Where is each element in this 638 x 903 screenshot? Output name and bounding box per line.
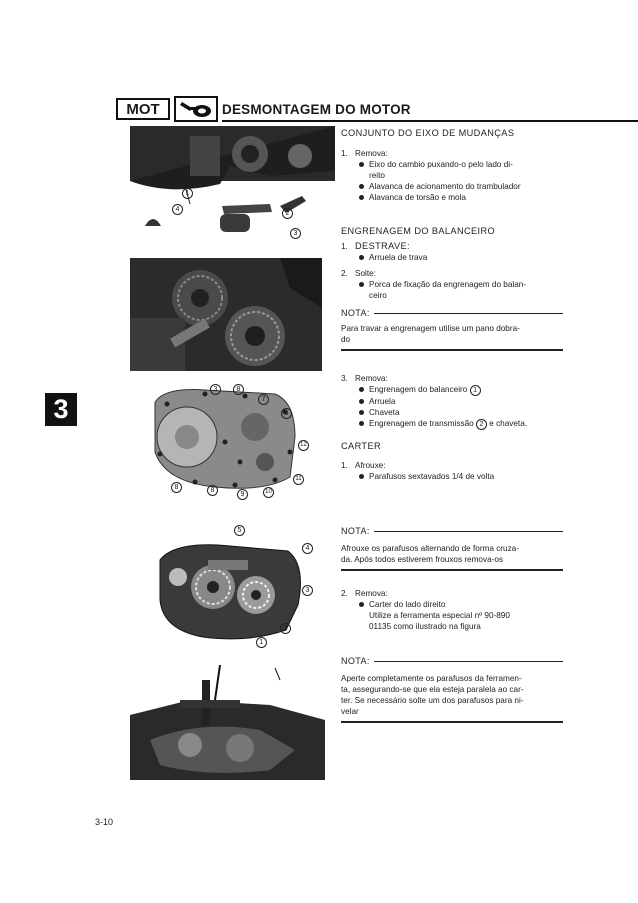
- note-rule: [374, 531, 563, 533]
- header-rule: [222, 120, 638, 122]
- bullet-text: Alavanca de acionamento do trambulador: [369, 182, 521, 191]
- ref-1: 1: [470, 385, 481, 396]
- callout-10: 10: [263, 487, 274, 498]
- bullet-hex-bolts: [341, 471, 563, 482]
- callout-8b: 8: [207, 485, 218, 496]
- step-number: 2.: [341, 589, 348, 598]
- step-label: DESTRAVE:: [355, 241, 410, 251]
- section-crankcase: [341, 441, 563, 482]
- instruction-text: Utilize a ferramenta especial nº 90-890: [369, 611, 510, 620]
- note-label: NOTA:: [341, 308, 370, 318]
- bullet-continuation: reito: [369, 171, 385, 180]
- callout-4: 4: [172, 204, 183, 215]
- figure-crankcase-open: [148, 525, 308, 650]
- bullet-washer: [341, 396, 563, 407]
- note-rule: [374, 313, 563, 315]
- callout-1: 1: [256, 637, 267, 648]
- bullet-text: Engrenagem do balanceiro: [369, 385, 468, 394]
- step-loosen: [341, 460, 563, 471]
- figure-shift-shaft: [130, 126, 335, 246]
- note-text-cont: ter. Se necessário solte um dos parafusos para ni-: [341, 696, 524, 705]
- note-text: Aperte completamente os parafusos da ferramen-: [341, 674, 522, 683]
- callout-8: 8: [233, 384, 244, 395]
- section-code: MOT: [126, 100, 160, 118]
- figure-crankcase-bolts: [145, 382, 305, 497]
- note-text: Afrouxe os parafusos alternando de forma cruza-: [341, 544, 519, 553]
- note-text-cont: da. Após todos estiverem frouxos remova-os: [341, 555, 504, 564]
- figure-balancer-gear: [130, 258, 322, 371]
- bullet-key: [341, 407, 563, 418]
- step-unlock: [341, 241, 563, 252]
- bullet-text: Arruela: [369, 397, 396, 406]
- note-header: [341, 308, 563, 319]
- section-shift-shaft: [341, 128, 563, 203]
- callout-9: 9: [237, 489, 248, 500]
- page-title: DESMONTAGEM DO MOTOR: [222, 102, 411, 117]
- bullet-text: Carter do lado direito: [369, 600, 446, 609]
- instruction-text-cont: 01135 como ilustrado na figura: [369, 622, 481, 631]
- step-number: 2.: [341, 269, 348, 278]
- callout-3: 3: [210, 384, 221, 395]
- figure-special-tool: [130, 660, 325, 780]
- bullet-balancer-gear: [341, 384, 563, 396]
- section-balancer: [341, 226, 563, 351]
- section-remove-gears: [341, 373, 563, 430]
- step-loosen: [341, 268, 563, 279]
- callout-2: 2: [280, 623, 291, 634]
- note-tool: [341, 656, 563, 723]
- bullet-text: Arruela de trava: [369, 253, 428, 262]
- note-crankcase: [341, 526, 563, 571]
- bullet-tail: e chaveta.: [489, 419, 528, 428]
- step-number: 3.: [341, 374, 348, 383]
- section-remove-crankcase: [341, 588, 563, 632]
- callout-8c: 8: [171, 482, 182, 493]
- section-code-box: [116, 98, 170, 120]
- step-remove: [341, 148, 563, 159]
- step-label: Remova:: [355, 149, 388, 158]
- heading-balancer: ENGRENAGEM DO BALANCEIRO: [341, 226, 496, 236]
- step-number: 1.: [341, 149, 348, 158]
- engine-disassembly-icon: [174, 96, 218, 122]
- bullet-text: Engrenagem de transmissão: [369, 419, 474, 428]
- bullet-lock-washer: [341, 252, 563, 263]
- callout-12: 12: [298, 440, 309, 451]
- bullet-text: Chaveta: [369, 408, 400, 417]
- note-text-cont: velar: [341, 707, 359, 716]
- bullet-text: Parafusos sextavados 1/4 de volta: [369, 472, 495, 481]
- bullet-right-crankcase: [341, 599, 563, 610]
- note-header: [341, 526, 563, 537]
- callout-3: 3: [290, 228, 301, 239]
- ref-2: 2: [476, 419, 487, 430]
- page-number: 3-10: [95, 817, 114, 827]
- bullet-text: Porca de fixação da engrenagem do balan-: [369, 280, 527, 289]
- callout-11: 11: [293, 474, 304, 485]
- step-number: 1.: [341, 242, 348, 251]
- note-label: NOTA:: [341, 526, 370, 536]
- callout-4: 4: [302, 543, 313, 554]
- note-end-rule: [341, 349, 563, 351]
- note-rule: [374, 661, 563, 663]
- bullet-drive-gear: [341, 418, 563, 430]
- step-label: Afrouxe:: [355, 461, 386, 470]
- callout-1: 1: [182, 188, 193, 199]
- bullet-shift-lever: [341, 181, 563, 192]
- callout-7: 7: [258, 394, 269, 405]
- bullet-shift-shaft: [341, 159, 563, 170]
- step-label: Remova:: [355, 589, 388, 598]
- note-header: [341, 656, 563, 667]
- callout-3: 3: [302, 585, 313, 596]
- step-label: Remova:: [355, 374, 388, 383]
- bullet-torsion-spring: [341, 192, 563, 203]
- note-end-rule: [341, 721, 563, 723]
- step-label: Solte:: [355, 269, 376, 278]
- page-header: [116, 96, 566, 124]
- bullet-continuation: ceiro: [369, 291, 387, 300]
- callout-2: 2: [282, 208, 293, 219]
- bullet-text: Alavanca de torsão e mola: [369, 193, 466, 202]
- heading-crankcase: CARTER: [341, 441, 382, 451]
- bullet-nut: [341, 279, 563, 290]
- step-number: 1.: [341, 461, 348, 470]
- note-text-cont: ta, assegurando-se que ela esteja paralela ao car-: [341, 685, 524, 694]
- note-end-rule: [341, 569, 563, 571]
- step-remove: [341, 588, 563, 599]
- note-label: NOTA:: [341, 656, 370, 666]
- bullet-text: Eixo do cambio puxando-o pelo lado di-: [369, 160, 513, 169]
- step-remove: [341, 373, 563, 384]
- callout-6: 6: [281, 408, 292, 419]
- heading-shift-shaft: CONJUNTO DO EIXO DE MUDANÇAS: [341, 128, 515, 138]
- note-text: Para travar a engrenagem utilise um pano dobra-: [341, 324, 520, 333]
- chapter-tab: 3: [45, 393, 77, 426]
- note-text-cont: do: [341, 335, 351, 344]
- callout-5: 5: [234, 525, 245, 536]
